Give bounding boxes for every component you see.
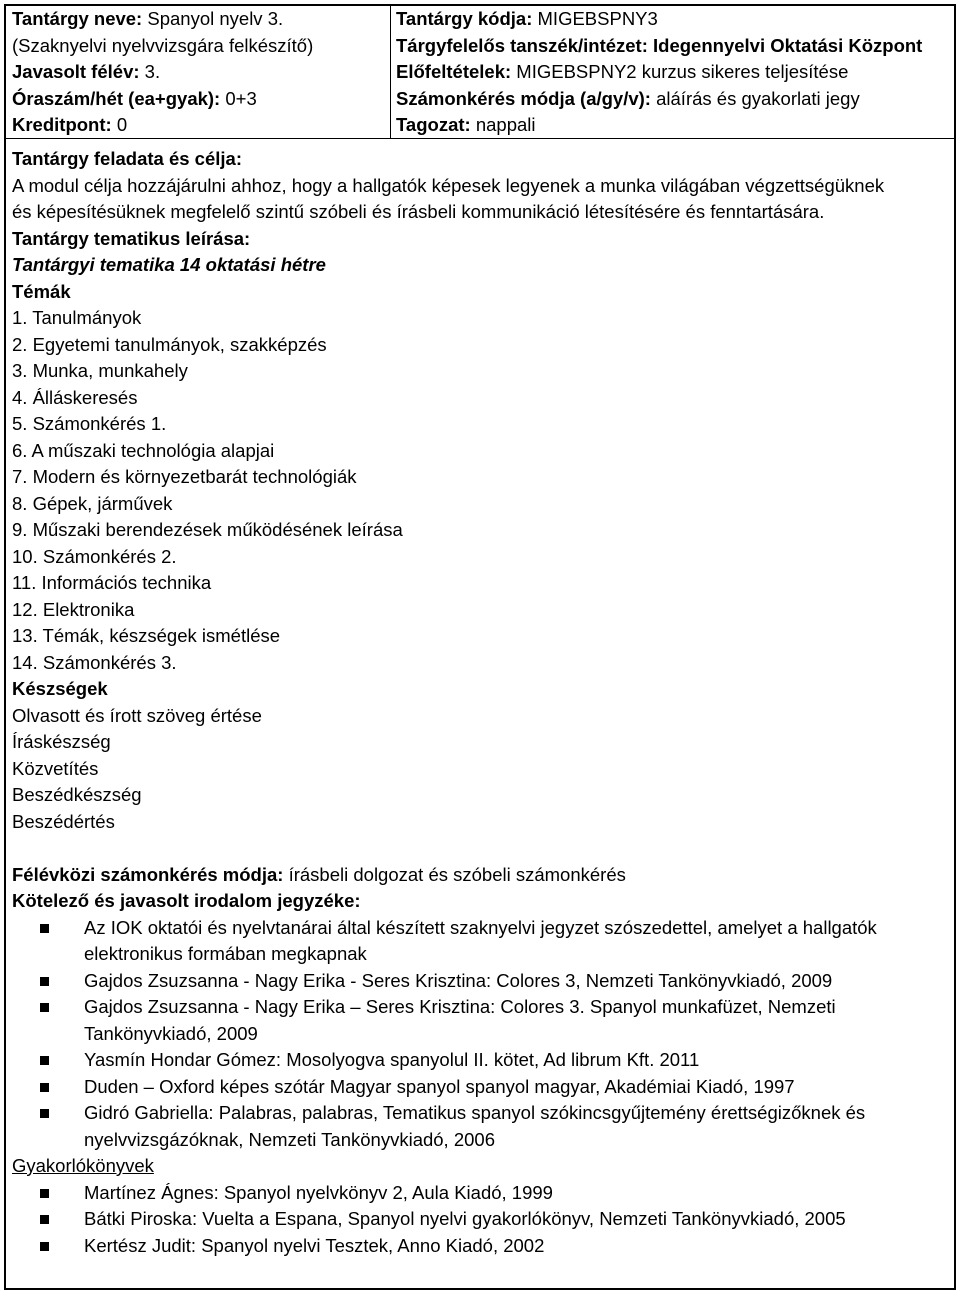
list-item: Kertész Judit: Spanyol nyelvi Tesztek, Anno Kiadó, 2002: [84, 1233, 946, 1260]
list-item: 9. Műszaki berendezések működésének leírása: [12, 519, 403, 540]
list-item: 12. Elektronika: [12, 598, 135, 620]
list-item: 7. Modern és környezetbarát technológiák: [12, 466, 357, 487]
literature-list: [12, 915, 946, 1154]
list-item: 2. Egyetemi tanulmányok, szakképzés: [12, 333, 327, 355]
list-item: 3. Munka, munkahely: [12, 360, 188, 381]
list-item: Bátki Piroska: Vuelta a Espana, Spanyol nyelvi gyakorlókönyv, Nemzeti Tankönyvkiadó, 2005: [84, 1206, 946, 1233]
goal-heading: Tantárgy feladata és célja:: [12, 148, 242, 169]
course-name-subtitle: (Szaknyelvi nyelvvizsgára felkészítő): [12, 34, 314, 56]
bullet-icon: [40, 1003, 49, 1012]
hours-value: 0+3: [220, 87, 257, 109]
header-divider-horizontal: [6, 138, 954, 139]
credits-label: Kreditpont:: [12, 114, 112, 135]
assessment-value: írásbeli dolgozat és szóbeli számonkérés: [283, 863, 626, 885]
course-code-value: MIGEBSPNY3: [532, 8, 658, 29]
list-item: Az IOK oktatói és nyelvtanárai által készített szaknyelvi jegyzet szószedettel, amelyet a hallgatók elektronikus formában megkapnak: [84, 915, 946, 968]
bullet-icon: [40, 1109, 49, 1118]
thematic-subheading: Tantárgyi tematika 14 oktatási hétre: [12, 254, 326, 275]
course-name-value: Spanyol nyelv 3.: [142, 8, 284, 29]
header-row-2: [6, 33, 954, 60]
topics-list: [12, 305, 946, 676]
goal-text-line-2: és képesítésüknek megfelelő szintű szóbeli és írásbeli kommunikáció létesítésére és fenntartására.: [12, 201, 825, 222]
course-header: [6, 6, 954, 139]
header-divider-vertical: [390, 6, 391, 138]
assessment-line: [12, 862, 946, 889]
bullet-icon: [40, 1242, 49, 1251]
literature-heading: Kötelező és javasolt irodalom jegyzéke:: [12, 890, 361, 911]
list-item: Olvasott és írott szöveg értése: [12, 704, 262, 726]
header-row-1: [6, 6, 954, 33]
course-code-label: Tantárgy kódja:: [396, 8, 533, 29]
list-item: 14. Számonkérés 3.: [12, 651, 177, 673]
list-item: Gajdos Zsuzsanna - Nagy Erika - Seres Krisztina: Colores 3, Nemzeti Tankönyvkiadó, 2009: [84, 968, 946, 995]
prerequisites-value: MIGEBSPNY2 kurzus sikeres teljesítése: [511, 61, 849, 82]
hours-label: Óraszám/hét (ea+gyak):: [12, 87, 221, 109]
goal-text-line-1: A modul célja hozzájárulni ahhoz, hogy a hallgatók képesek legyenek a munka világában végzettségüknek: [12, 174, 885, 196]
study-mode-label: Tagozat:: [396, 114, 471, 135]
workbooks-heading: Gyakorlókönyvek: [12, 1155, 154, 1176]
bullet-icon: [40, 1189, 49, 1198]
department-label: Tárgyfelelős tanszék/intézet: Idegennyelvi Oktatási Központ: [396, 34, 923, 56]
syllabus-body: [12, 146, 946, 1259]
course-name-label: Tantárgy neve:: [12, 8, 143, 29]
skills-list: [12, 703, 946, 836]
list-item: 6. A műszaki technológia alapjai: [12, 439, 275, 461]
bullet-icon: [40, 1215, 49, 1224]
list-item: 10. Számonkérés 2.: [12, 545, 177, 567]
prerequisites-label: Előfeltételek:: [396, 61, 512, 82]
workbooks-list: [12, 1180, 946, 1260]
list-item: Yasmín Hondar Gómez: Mosolyogva spanyolul II. kötet, Ad librum Kft. 2011: [84, 1047, 946, 1074]
skills-heading: Készségek: [12, 678, 108, 699]
list-item: 4. Álláskeresés: [12, 386, 138, 408]
semester-value: 3.: [139, 61, 161, 82]
list-item: Beszédkészség: [12, 784, 142, 805]
bullet-icon: [40, 1056, 49, 1065]
thematic-heading: Tantárgy tematikus leírása:: [12, 227, 251, 249]
list-item: Martínez Ágnes: Spanyol nyelvkönyv 2, Aula Kiadó, 1999: [84, 1180, 946, 1207]
list-item: Íráskészség: [12, 731, 111, 752]
header-row-5: [6, 112, 954, 139]
bullet-icon: [40, 924, 49, 933]
list-item: 5. Számonkérés 1.: [12, 413, 167, 434]
semester-label: Javasolt félév:: [12, 61, 140, 82]
bullet-icon: [40, 977, 49, 986]
study-mode-value: nappali: [470, 114, 536, 135]
exam-type-label: Számonkérés módja (a/gy/v):: [396, 87, 651, 109]
list-item: Gidró Gabriella: Palabras, palabras, Tematikus spanyol szókincsgyűjtemény érettségizőknek és nyelvvizsgázóknak, Nemzeti Tankönyvkiadó, 2006: [84, 1100, 946, 1153]
credits-value: 0: [111, 114, 128, 135]
bullet-icon: [40, 1083, 49, 1092]
list-item: Beszédértés: [12, 810, 115, 832]
exam-type-value: aláírás és gyakorlati jegy: [650, 87, 860, 109]
header-row-4: [6, 86, 954, 113]
list-item: Gajdos Zsuzsanna - Nagy Erika – Seres Krisztina: Colores 3. Spanyol munkafüzet, Nemzeti Tankönyvkiadó, 2009: [84, 994, 946, 1047]
list-item: 13. Témák, készségek ismétlése: [12, 625, 281, 646]
assessment-label: Félévközi számonkérés módja:: [12, 863, 284, 885]
list-item: 11. Információs technika: [12, 572, 212, 593]
list-item: 8. Gépek, járművek: [12, 492, 173, 514]
list-item: 1. Tanulmányok: [12, 307, 142, 328]
list-item: Közvetítés: [12, 757, 99, 779]
header-row-3: [6, 59, 954, 86]
list-item: Duden – Oxford képes szótár Magyar spanyol spanyol magyar, Akadémiai Kiadó, 1997: [84, 1074, 946, 1101]
topics-heading: Témák: [12, 280, 71, 302]
spacer: [12, 835, 946, 862]
